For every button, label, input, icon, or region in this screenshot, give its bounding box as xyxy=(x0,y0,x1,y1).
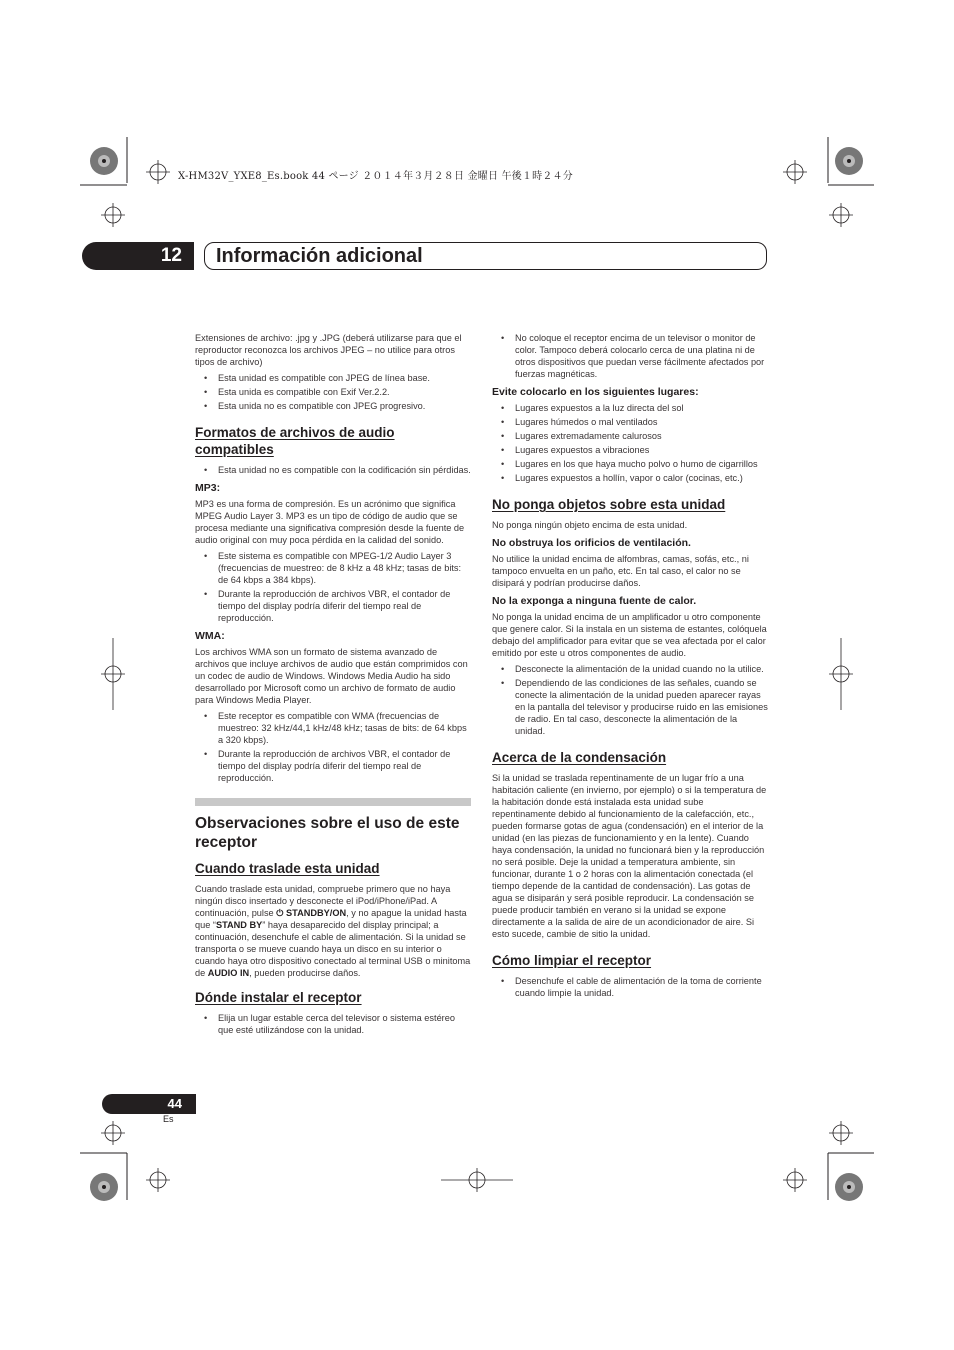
observations-heading: Observaciones sobre el uso de este receptor xyxy=(195,815,460,851)
starburst-icon xyxy=(835,147,863,175)
crosshair-icon xyxy=(829,203,853,227)
page-number: 44 xyxy=(102,1094,196,1114)
list-item: • Desenchufe el cable de alimentación de la toma de corriente cuando limpie la unidad. xyxy=(515,975,768,999)
condensation-heading: Acerca de la condensación xyxy=(492,750,667,765)
crosshair-icon xyxy=(783,1168,807,1192)
list-item: • Lugares húmedos o mal ventilados xyxy=(515,416,768,428)
list-item: • Desconecte la alimentación de la unidad cuando no la utilice. xyxy=(515,663,768,675)
list-item: • Lugares expuestos a hollín, vapor o calor (cocinas, etc.) xyxy=(515,472,768,484)
heat-source-heading: No la exponga a ninguna fuente de calor. xyxy=(492,595,697,607)
crosshair-icon xyxy=(146,1168,170,1192)
mp3-heading: MP3: xyxy=(195,482,221,494)
standby-on-label: ⏻ STANDBY/ON xyxy=(276,908,347,918)
install-location-heading: Dónde instalar el receptor xyxy=(195,990,362,1005)
list-item: • Durante la reproducción de archivos VBR, el contador de tiempo del display podría diferir del tiempo real de reproducción. xyxy=(218,748,471,784)
list-item: • Lugares extremadamente calurosos xyxy=(515,430,768,442)
ventilation-text: No utilice la unidad encima de alfombras, camas, sofás, etc., ni tampoco envuelta en un paño, etc. En tal caso, el calor no se disipará y podrían producirse daños. xyxy=(492,554,749,588)
list-item: • Esta unida es compatible con Exif Ver.2.2. xyxy=(218,386,471,398)
list-item: • Este receptor es compatible con WMA (frecuencias de muestreo: 32 kHz/44,1 kHz/48 kHz; tasas de bits: de 64 kbps a 320 kbps). xyxy=(218,710,471,746)
crosshair-icon xyxy=(829,1121,853,1145)
list-item: • Durante la reproducción de archivos VBR, el contador de tiempo del display podría diferir del tiempo real de reproducción. xyxy=(218,588,471,624)
heat-source-text: No ponga la unidad encima de un amplificador u otro componente que genere calor. Si la instala en un sistema de estantes, colóquela debajo del amplificador para evitar que se vea afectada por el calor emitido por este u otros componentes de audio. xyxy=(492,612,767,658)
audio-in-label: AUDIO IN xyxy=(207,968,250,978)
crosshair-icon xyxy=(829,638,853,710)
audio-formats-heading: Formatos de archivos de audio compatibles xyxy=(195,425,395,457)
book-info-line: X-HM32V_YXE8_Es.book 44 ページ ２０１４年３月２８日 金曜日 午後１時２４分 xyxy=(178,171,573,182)
crosshair-icon xyxy=(441,1168,513,1192)
list-item: • No coloque el receptor encima de un televisor o monitor de color. Tampoco deberá colocarlo cerca de una platina ni de otros dispositivos que puedan verse fácilmente afectados por fuerzas magnéticas. xyxy=(515,332,768,380)
list-item: • Lugares expuestos a vibraciones xyxy=(515,444,768,456)
wma-text: Los archivos WMA son un formato de sistema avanzado de archivos que incluye archivos de audio que están comprimidos con un codec de audio de Windows. Windows Media Audio ha sido desarrollado por Microsoft como un archivo de formato de audio para Windows Media Player. xyxy=(195,647,468,705)
right-column xyxy=(492,332,768,1003)
wma-heading: WMA: xyxy=(195,630,225,642)
file-extensions-text: Extensiones de archivo: .jpg y .JPG (deberá utilizarse para que el reproductor reconozca los archivos JPEG – no utilice para otros tipos de archivo) xyxy=(195,333,462,367)
no-objects-heading: No ponga objetos sobre esta unidad xyxy=(492,497,726,512)
install-list xyxy=(195,1012,471,1036)
cleaning-heading: Cómo limpiar el receptor xyxy=(492,953,652,968)
list-item: • Dependiendo de las condiciones de las señales, cuando se conecte la alimentación de la unidad pueden aparecer rayas en la pantalla del televisor y producirse ruido en las emisiones de radio. En tal caso, desconecte la alimentación de la unidad. xyxy=(515,677,768,737)
crosshair-icon xyxy=(783,160,807,184)
crosshair-icon xyxy=(101,1121,125,1145)
page-language: Es xyxy=(163,1114,174,1124)
mp3-list xyxy=(195,550,471,624)
crosshair-icon xyxy=(101,638,125,710)
standby-label: STAND BY xyxy=(215,920,263,930)
mp3-text: MP3 es una forma de compresión. Es un acrónimo que significa MPEG Audio Layer 3. MP3 es un tipo de código de audio que se procesa mediante una significativa compresión desde la fuente de audio original con muy poca pérdida en la calidad del sonido. xyxy=(195,499,465,545)
jpeg-list xyxy=(195,372,471,412)
no-objects-text: No ponga ningún objeto encima de esta unidad. xyxy=(492,520,688,530)
list-item: • Este sistema es compatible con MPEG-1/2 Audio Layer 3 (frecuencias de muestreo: de 8 kHz a 48 kHz; tasas de bits: de 64 kbps a 384 kbps). xyxy=(218,550,471,586)
avoid-places-list xyxy=(492,402,768,484)
chapter-number: 12 xyxy=(82,242,194,270)
condensation-text: Si la unidad se traslada repentinamente de un lugar frío a una habitación caliente (en invierno, por ejemplo) o si la temperatura de la habitación donde está instalada esta unidad sube repentinamente debido al funcionamiento de la calefacción, etc., pueden formarse gotas de agua (condensación) en el interior de la unidad (en las piezas de funcionamiento y en la lente). Cuando haya condensación, la unidad no funcionará bien y la reproducción no será posible. Deje la unidad a temperatura ambiente, sin funcionar, durante 1 o 2 horas con la alimentación conectada (el tiempo depende de la cantidad de condensación). Las gotas de agua se disiparán y será posible reproducir. La condensación se puede producir también en verano si la unidad se expone directamente a la salida de aire de un acondicionador de aire. Si esto sucede, cambie de sitio la unidad. xyxy=(492,773,767,939)
list-item: • Lugares expuestos a la luz directa del sol xyxy=(515,402,768,414)
heat-source-list xyxy=(492,663,768,737)
section-divider-bar xyxy=(195,798,471,806)
list-item: • Elija un lugar estable cerca del televisor o sistema estéreo que esté utilizándose con la unidad. xyxy=(218,1012,471,1036)
left-column xyxy=(195,332,471,1040)
ventilation-heading: No obstruya los orificios de ventilación. xyxy=(492,537,691,549)
crosshair-icon xyxy=(101,203,125,227)
cleaning-list xyxy=(492,975,768,999)
audio-formats-list xyxy=(195,464,471,476)
list-item: • Esta unidad no es compatible con la codificación sin pérdidas. xyxy=(218,464,471,476)
moving-unit-text: Cuando traslade esta unidad, compruebe primero que no haya ningún disco insertado y desconecte el iPod/iPhone/iPad. A continuación, pulse ⏻ STANDBY/ON, y no apague la unidad hasta que “STAND BY” haya desaparecido del display principal; a continuación, desenchufe el cable de alimentación. Si la unidad se transporta o se mueve cuando haya un disco en su interior o cuando haya otro dispositivo conectado al terminal USB o minitoma de AUDIO IN, pueden producirse daños. xyxy=(195,884,471,978)
chapter-title: Información adicional xyxy=(216,245,423,267)
moving-unit-heading: Cuando traslade esta unidad xyxy=(195,861,380,876)
crosshair-icon xyxy=(146,160,170,184)
list-item: • Esta unidad es compatible con JPEG de línea base. xyxy=(218,372,471,384)
avoid-places-heading: Evite colocarlo en los siguientes lugares: xyxy=(492,386,699,398)
starburst-icon xyxy=(835,1173,863,1201)
starburst-icon xyxy=(90,1173,118,1201)
starburst-icon xyxy=(90,147,118,175)
tv-placement-list xyxy=(492,332,768,380)
list-item: • Esta unida no es compatible con JPEG progresivo. xyxy=(218,400,471,412)
wma-list xyxy=(195,710,471,784)
list-item: • Lugares en los que haya mucho polvo o humo de cigarrillos xyxy=(515,458,768,470)
